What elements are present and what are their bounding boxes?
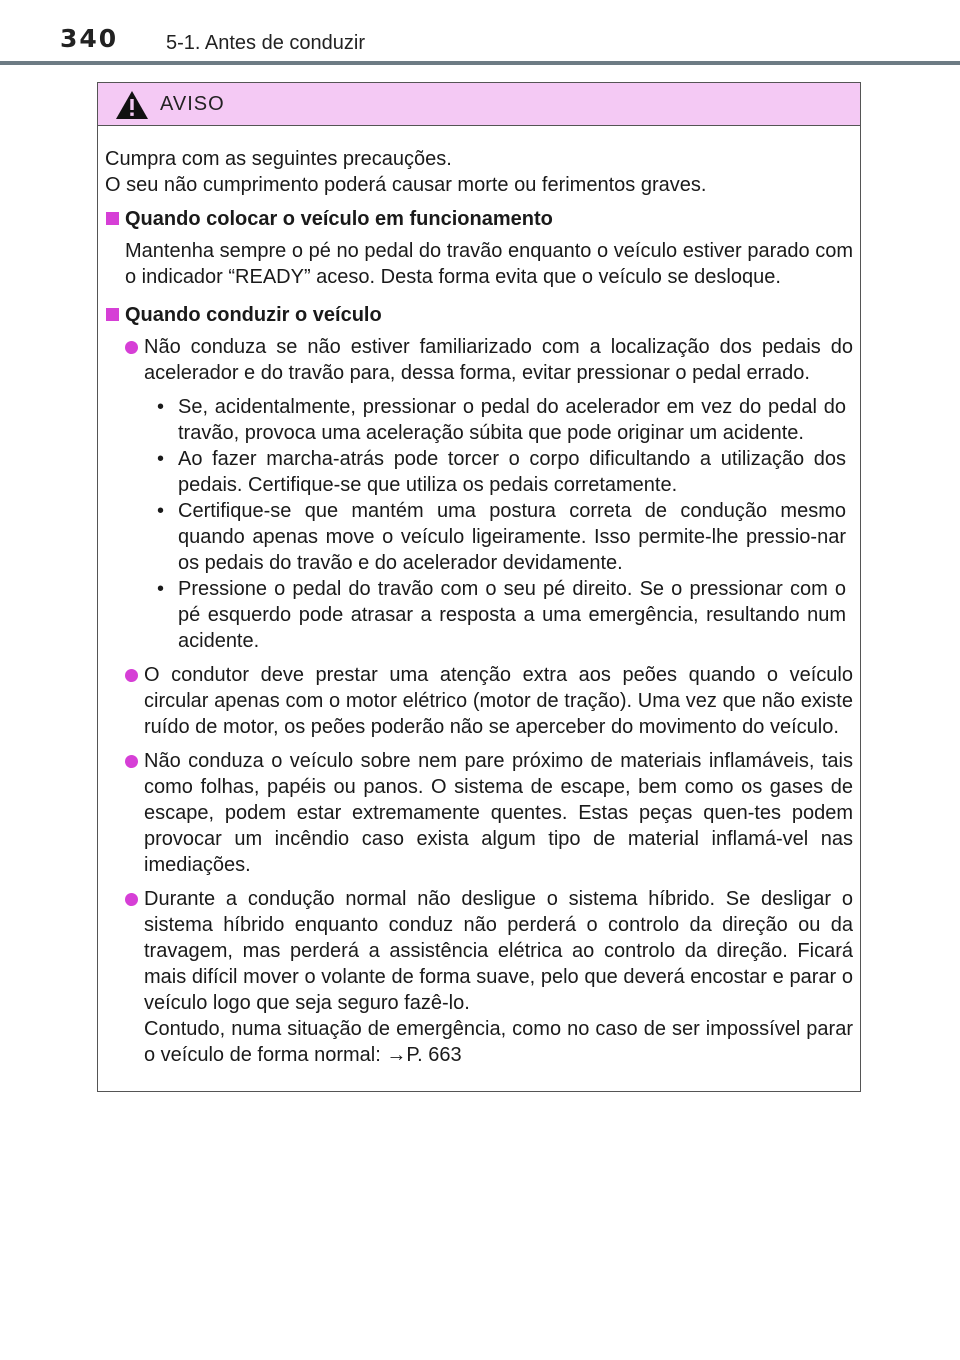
page-number: 340 — [60, 24, 119, 53]
square-bullet-icon — [106, 308, 119, 321]
section-heading-text: Quando conduzir o veículo — [125, 304, 382, 326]
warning-triangle-icon — [115, 90, 149, 120]
round-bullet-icon — [125, 669, 138, 682]
bullet-text: Não conduza se não estiver familiarizado com a localização dos pedais do acelerador e do travão para, dessa forma, evitar pressionar o pedal errado. — [144, 336, 853, 384]
bullet-item — [125, 886, 853, 1068]
round-bullet-icon — [125, 341, 138, 354]
round-bullet-icon — [125, 893, 138, 906]
warning-header — [98, 83, 860, 126]
sub-list — [144, 394, 853, 654]
section-heading-text: Quando colocar o veículo em funcionamento — [125, 208, 553, 230]
bullet-item — [125, 748, 853, 878]
warning-body — [98, 126, 860, 1068]
warning-title: AVISO — [160, 93, 225, 115]
page-header — [0, 0, 960, 64]
bullet-text: Contudo, numa situação de emergência, como no caso de ser impossível parar o veículo de forma normal: →P. 663 — [144, 1018, 853, 1066]
sub-list-text: Se, acidentalmente, pressionar o pedal do acelerador em vez do pedal do travão, provoca uma aceleração súbita que pode originar um acidente. — [178, 396, 846, 444]
intro-line: Cumpra com as seguintes precauções. — [105, 148, 452, 170]
sub-list-text: Ao fazer marcha-atrás pode torcer o corpo dificultando a utilização dos pedais. Certifique-se que utiliza os pedais corretamente. — [178, 448, 846, 496]
bullet-text: O condutor deve prestar uma atenção extra aos peões quando o veículo circular apenas com o motor elétrico (motor de tração). Uma vez que não existe ruído de motor, os peões poderão não se aperceber do movimento do veículo. — [144, 664, 853, 738]
sub-list-item: • Certifique-se que mantém uma postura correta de condução mesmo quando apenas move o veículo ligeiramente. Isso permite-lhe pressio-nar os pedais do travão e do acelerador devidamente. — [157, 500, 846, 574]
section-heading — [105, 206, 853, 232]
round-bullet-icon — [125, 755, 138, 768]
bullet-text: Não conduza o veículo sobre nem pare próximo de materiais inflamáveis, tais como folhas, papéis ou panos. O sistema de escape, bem como os gases de escape, podem estar extremamente quentes. Estas peças quen-tes podem provocar um incêndio caso exista algum tipo de material inflamá-vel nas imediações. — [144, 750, 853, 876]
bullet-item — [125, 334, 853, 654]
sub-list-text: Certifique-se que mantém uma postura correta de condução mesmo quando apenas move o veículo ligeiramente. Isso permite-lhe pressio-nar os pedais do travão e do acelerador devidamente. — [178, 500, 846, 574]
intro-line: O seu não cumprimento poderá causar morte ou ferimentos graves. — [105, 174, 707, 196]
header-divider — [0, 61, 960, 65]
bullet-item — [125, 662, 853, 740]
square-bullet-icon — [106, 212, 119, 225]
sub-list-item: • Se, acidentalmente, pressionar o pedal do acelerador em vez do pedal do travão, provoca uma aceleração súbita que pode originar um acidente. — [157, 396, 846, 444]
sub-list-item: • Ao fazer marcha-atrás pode torcer o corpo dificultando a utilização dos pedais. Certifique-se que utiliza os pedais corretamente. — [157, 448, 846, 496]
bullet-text: Durante a condução normal não desligue o sistema híbrido. Se desligar o sistema híbrido enquanto conduz não perderá o controlo da direção ou da travagem, mas perderá a assistência elétrica ao controlo da direção. Ficará mais difícil mover o volante de forma suave, pelo que deverá encostar e parar o veículo logo que seja seguro fazê-lo. — [144, 888, 853, 1014]
sub-list-item: • Pressione o pedal do travão com o seu pé direito. Se o pressionar com o pé esquerdo pode atrasar a resposta a uma emergência, resultando num acidente. — [157, 578, 846, 652]
warning-box — [97, 82, 861, 1092]
section-title: 5-1. Antes de conduzir — [166, 32, 366, 54]
section-text: Mantenha sempre o pé no pedal do travão enquanto o veículo estiver parado com o indicador “READY” aceso. Desta forma evita que o veículo se desloque. — [125, 240, 853, 288]
intro-text — [105, 146, 853, 198]
section-heading — [105, 302, 853, 328]
sub-list-text: Pressione o pedal do travão com o seu pé direito. Se o pressionar com o pé esquerdo pode atrasar a resposta a uma emergência, resultando num acidente. — [178, 578, 846, 652]
